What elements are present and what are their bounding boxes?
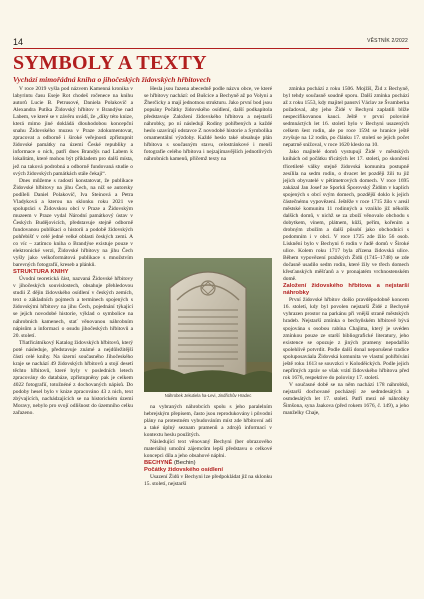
paragraph: Usazení Židů v Bechyni lze předpokládat již na sklonku 15. století, nejstarší: [144, 474, 273, 488]
text-column-2: [144, 86, 272, 164]
text-column-2-lower: [144, 404, 272, 488]
tombstone-photo-drawing: [144, 258, 272, 392]
paragraph: Dnes můžeme s radostí konstatovat, že publikace Židovské hřbitovy na jihu Čech, na níž se autorsky podíleli Daniel Polakovič, Iva Steinová a Petra Vladyková a kterou na sklonku roku 2021 ve spolupráci s Židovskou obcí v Praze a Židovským muzeem v Praze vydal Národní památkový ústav v Českých Budějovicích, představuje stejně odborně fundovanou publikaci o historii a podobě židovských pohřebišť v celé jedné velké oblasti českých zemí. A co víc – zatímco kniha o Brandýse existuje pouze v elektronické verzi, Židovské hřbitovy na jihu Čech vyšly jako velkoformátová publikace s množstvím barevných fotografií, kreseb a plánků.: [13, 177, 133, 269]
article-subtitle: Vychází mimořádná kniha o jihočeských židovských hřbitovech: [13, 75, 211, 84]
section-heading: STRUKTURA KNIHY: [13, 269, 69, 276]
paragraph: Třiatřicátníkový Katalog židovských hřbitovů, který poté následuje, představuje známé a nejdůležitější části celé knihy. Na úzerní současného Jihočeského kraje se nachází 49 židovských hřbitovů a stojí desetí těchto hřbitovů, které byly v posledních letech zpracovány do databáze, zpřístupněny pak je celkem 4022 fotografií, totožnéné z dochovaných nápisů. Do podoby hesel bylo v knize zpracováno 43 z nich, text zbývajících, nachádzajících se na historickém území Moravy, nebylo pro svojí odlišnost do územního celku zařazeno.: [13, 339, 133, 417]
paragraph: Následující text věnovaný Bechyni (ber obrazového materiálu) umožní zájemcům lepší představu o celkové koncepci díla a jeho obsahové náplni.: [144, 439, 272, 460]
subsection-heading: Založení židovského hřbitova a nejstarší náhrobky: [283, 283, 409, 297]
paragraph: zmínka pochází z roku 1506. Mojžíš, Žid z Bechyně, byl tehdy současně soudně sporu. Další zmínka pochází až z roku 1553, kdy majitel panství Václav ze Švamberka požadoval, aby jeho Židé v Bechyni zaplatili blíže nespecifikovanou kauci. Ještě v první polovině sedmnáctých let 16. století bylo v Bechyni usazených celkem šest rodin, ale po roce 1594 se hranice ještě zvyšuje na 12 rodin, po článku 17. století se jejich počet nepatrně snižoval, v roce 1620 kleslo na 10.: [283, 86, 409, 149]
paragraph: První židovské hřbitov dolšo pravděpodobně koncem 16. století, kdy byl povolen nejstarší Židé z Bechyně vyhrazen prostor na parkánu při vnější straně městských hradeb. Nejstarší zmínka o bechyňském hřbitově bývá spojována s osobou rabína Chajima, který je uvéden zmínkou pouze ze starší bibliografické literatury, jeho existence se opozuje z jiných prameny nepodařilo spolehlivě potvrdit. Podle další donal neporušené tradice spoluposaváala Židovská komunita ve vlastní pohřbívání ještě roku 1613 se souvzkci v Koloděických. Podle jejich nepřímých zpráv se však vrátí židovského hřbitova před rok 1676, respektive do poloviny 17. století.: [283, 297, 409, 381]
paragraph: Jako majitelé domů vystupují Židé v městských knihách od počátku třicátých let 17. století, po skončení třicetileté války stejně židovská komunita postupně zesílila na sedm rodin, o dvacet let později žili tu již jejich obyvatelé v pětimetrových domech. V roce 1695 zakázal Jan Josef ze Sporků Šporovský Židům v kaplích spojených s obcí svým domech, pozdější doklo k jejich částečnému vypovězení. Ještěže v roce 1715 žilo v areál městské komunitu 11 rodinných a vzniklo již několik dalších domů, v nichž se za zboží věnovalo obchodu s dobytkem, vínem, plátnem, kůží, peřím, kořením a drobným zbožím a další působí jako obchodníci s podomním i v obci. V roce 1725 zde žilo 56 osob. Lisknění bylo v Bechyni 6 rodin v řadě domů v Široké ulice. Kolem roku 1717 byla zřízena židovská ulice. Během vypovězení pražských Židů (1745–1748) se zde dočasně usadilo sedm rodin, které žily ve třech domech křesťanských měšťanů a v pronajatém vrchnostenském domě.: [283, 149, 409, 283]
subsection-heading: Počátky židovského osídlení: [144, 467, 223, 474]
text-column-3: [283, 86, 409, 417]
paragraph: Úvodní teoretická část, nazvaná Židovské hřbitovy v jihočeských souvislostech, obsahuje přehledovou studii Z dějin židovského osídlení v českých zemích, text o základních pojmech a termínech spojených s židovskými hřbitovy na jihu Čech, pojednání týkající se jejich novodobé historie, výklad o symbolice na náhrobních kamenech, stať věnovanou náhrobním nápisům a informaci o osudu jihočeských hřbitovů a 20. století.: [13, 276, 133, 339]
paragraph: Hesla jsou řazena abecedně podle názvu obce, ve které se hřbitovy nachází: od Bušcice a Bechyně až po Volyni a Žherčicky a mají jednotnou strukturu. Jako první bod jsou popsány Počátky židovského osídlení, další podkapitola představuje Založení židovského hřbitova a nejstarší náhrobky, po ní následují Rodiny pohřbených a každé heslo uzavírají odstavce Z novodobé historie a Symbolika ornamentální výzdoby. Každé heslo také obsahuje plán hřbitova s současným stavu, celostránkové i menší fotografie celého hřbitova i nejzajímavějších jednotlivých náhrobních kamenů, přičemž texty na: [144, 86, 272, 163]
article-title: SYMBOLY A TEXTY: [13, 52, 207, 74]
place-name: BECHYNĚ: [144, 460, 173, 467]
section-heading: [144, 460, 272, 467]
text-column-1: [13, 86, 133, 417]
paragraph: V roce 2019 vyšla pod názvem Kamenná kronika v labyrintu času Eseje Rot chodeš ročenece na knihu autorů Lucie B. Petrusové, Daniela Polakovič a Alexandra Putíka Židovský hřbitov v Brandýse nad Labem, ve které se v závěru uvádí, že „díky této knize, která mimo jiné dokládá dlouhodobou koncepční snahu Židovského muzea v Praze zdokumentovat, zpracovat a odborně i široké veřejnosti zpřístupnit židovské památky na území České republiky a informace o nich, patří dnes Brandýs nad Labem k lokalitám, které mohou být příkladem pro další místa, jež na taková podrobná a odborně fundovaná studie o svých židovských památkách stále čekají“.: [13, 86, 133, 177]
paragraph: na vybraných náhrobcích spolu s jeho paralelním hebrejským přepisem, často jsou reprodukovány i původní plány na protestném vybudováním míst zde hřbitovní adí a také úplný seznam pramenů a zdrojů informací v kontextu heslu použitých.: [144, 404, 272, 439]
page-number: 14: [13, 37, 24, 47]
header-rule: [13, 48, 409, 49]
paragraph: V současné době se na něm nachází 178 náhrobků, nejstarší dochované pocházejí ze sedmdesátých a osmdesátých let 17. století. Patří mezi ně náhrobky Šimšona, syna Jaakova (před rokem 1676, č. 149), a jeho manželky Chaje,: [283, 381, 409, 417]
tombstone-photo: [144, 258, 272, 392]
photo-caption: Náhrobek Jekutiela ha-Levi, Jindřichův Hradec: [164, 393, 252, 398]
place-name-alt: (Bechin): [173, 460, 196, 467]
journal-issue: VĚSTNÍK 2/2022: [367, 38, 408, 44]
